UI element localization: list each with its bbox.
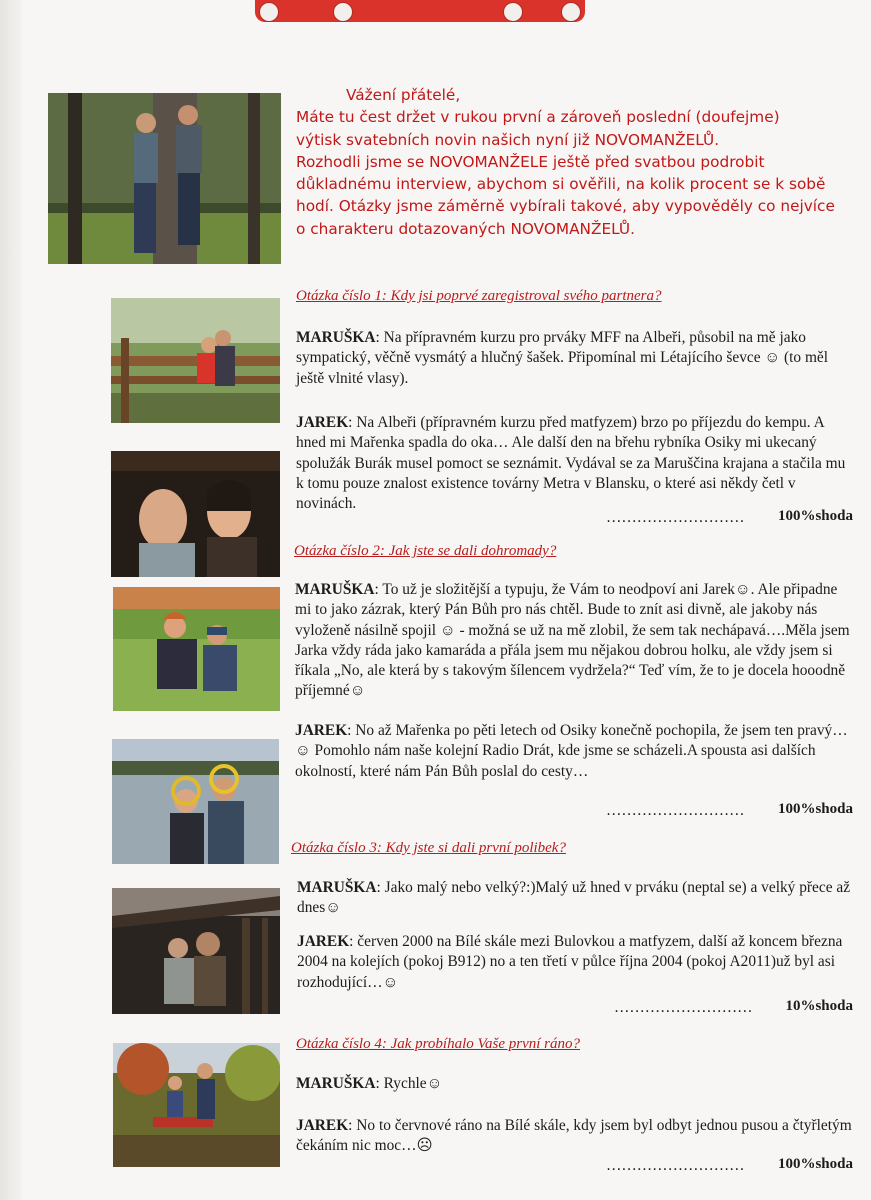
score-dots: ……………………… <box>606 802 745 819</box>
score-q3 <box>785 998 853 1015</box>
answer-maruska <box>297 878 853 919</box>
red-binder-clip <box>255 0 585 22</box>
speaker-name: JAREK <box>296 414 349 431</box>
intro-line: důkladnému interview, abychom si ověřili, na kolik procent se k sobě <box>296 175 826 194</box>
intro-line: o charakteru dotazovaných NOVOMANŽELŮ. <box>296 219 635 238</box>
question-3-title: Otázka číslo 3: Kdy jste si dali první polibek? <box>291 840 566 856</box>
intro-line: Máte tu čest držet v rukou první a zároveň poslední (doufejme) <box>296 108 780 127</box>
photo-couple-closeup <box>111 451 280 577</box>
speaker-name: MARUŠKA <box>297 879 377 896</box>
answer-block <box>296 1116 852 1157</box>
answer-text: : No až Mařenka po pěti letech od Osiky konečně pochopila, že jsem ten pravý…☺ Pomohlo nám naše kolejní Radio Drát, kde jsme se scházeli.A spousta asi dalších okolností, které nám Pán Bůh poslal do cesty… <box>295 722 848 780</box>
answer-text: : Na přípravném kurzu pro prváky MFF na Albeři, působil na mě jako sympatický, věčně vysmátý a hlučný šašek. Připomínal mi Létajícího ševce ☺ (to měl ještě vlnité vlasy). <box>296 329 829 387</box>
answer-block <box>297 878 853 919</box>
speaker-name: JAREK <box>295 722 348 739</box>
answer-jarek <box>295 721 853 782</box>
answer-text: : No to červnové ráno na Bílé skále, kdy jsem byl odbyt jednou pusou a čtyřletým čekáním nic moc…☹ <box>296 1117 852 1155</box>
answer-jarek <box>296 413 852 514</box>
answer-block <box>296 1074 852 1094</box>
speaker-name: MARUŠKA <box>295 581 375 598</box>
speaker-name: JAREK <box>297 933 350 950</box>
speaker-name: JAREK <box>296 1117 349 1134</box>
score-dots: ……………………… <box>606 509 745 526</box>
answer-block <box>297 932 853 993</box>
answer-text: : červen 2000 na Bílé skále mezi Bulovkou a matfyzem, další až koncem března 2004 na kolejích (pokoj B912) no a ten třetí v půlce října 2004 (pokoj A2011)už byl asi rozhodující…☺ <box>297 933 843 991</box>
answer-block <box>295 721 853 782</box>
photo-couple-tree <box>48 93 281 264</box>
answer-text: : To už je složitější a typuju, že Vám to neodpoví ani Jarek☺. Ale připadne mi to jako zázrak, který Pán Bůh pro nás chtěl. Bude to znít asi divně, ale jakoby nás vyloženě násilně spojil ☺ - možná se už na mě zlobil, že sem tak nechápavá….Měla jsem Jarka vždy ráda jako kamaráda a přála jsem mu nějakou dobrou holku, ale vždy jsem si říkala „No, ale která by s takovým šílencem vydržela?“ Teď vím, že to je docela hooodně příjemné☺ <box>295 581 850 700</box>
score-value: 100%shoda <box>777 1156 853 1172</box>
answer-text: : Na Albeři (přípravném kurzu před matfyzem) brzo po příjezdu do kempu. A hned mi Mařenka spadla do oka… Ale další den na břehu rybníka Osiky mi ukecaný spolužák Burák musel pomoct se seznámit. Vydával se za Maruščina krajana a stačila mu k tomu pouze znalost existence továrny Metra v Blansku, o které asi někdy četl v novinách. <box>296 414 846 513</box>
photo-couple-bench <box>111 298 280 423</box>
answer-maruska <box>295 580 853 702</box>
answer-jarek <box>297 932 853 993</box>
binder-hole <box>503 2 523 22</box>
binder-hole <box>259 2 279 22</box>
question-1-title: Otázka číslo 1: Kdy jsi poprvé zaregistroval svého partnera? <box>296 288 662 304</box>
question-2-title: Otázka číslo 2: Jak jste se dali dohromady? <box>294 543 557 559</box>
answer-jarek <box>296 1116 852 1157</box>
score-q2 <box>778 801 853 818</box>
intro-line: výtisk svatebních novin našich nyní již NOVOMANŽELŮ. <box>296 130 720 149</box>
score-value: 10%shoda <box>785 998 853 1014</box>
binder-hole <box>333 2 353 22</box>
answer-text: : Jako malý nebo velký?:)Malý už hned v prváku (neptal se) a velký přece až dnes☺ <box>297 879 851 917</box>
intro-line: hodí. Otázky jsme záměrně vybírali takové, aby vypověděly co nejvíce <box>296 197 835 216</box>
answer-block <box>295 580 853 702</box>
photo-couple-meadow <box>113 587 280 711</box>
intro-letter <box>296 84 836 240</box>
binder-hole <box>561 2 581 22</box>
photo-couple-autumn <box>113 1043 280 1167</box>
speaker-name: MARUŠKA <box>296 1075 376 1092</box>
intro-greeting: Vážení přátelé, <box>346 86 461 104</box>
answer-maruska <box>296 1074 852 1094</box>
answer-maruska <box>296 328 852 389</box>
score-value: 100%shoda <box>777 508 853 524</box>
answer-block <box>296 413 852 514</box>
answer-text: : Rychle☺ <box>375 1075 443 1092</box>
score-dots: ……………………… <box>606 1157 745 1174</box>
intro-line: Rozhodli jsme se NOVOMANŽELE ještě před svatbou podrobit <box>296 152 765 171</box>
photo-couple-lake <box>112 739 279 864</box>
answer-block <box>296 328 852 389</box>
score-value: 100%shoda <box>777 801 853 817</box>
page-margin <box>0 0 22 1200</box>
speaker-name: MARUŠKA <box>296 329 376 346</box>
score-dots: ……………………… <box>614 999 753 1016</box>
question-4-title: Otázka číslo 4: Jak probíhalo Vaše první ráno? <box>296 1036 580 1052</box>
photo-couple-shelter <box>112 888 280 1014</box>
score-q1 <box>778 508 853 525</box>
score-q4 <box>778 1156 853 1173</box>
